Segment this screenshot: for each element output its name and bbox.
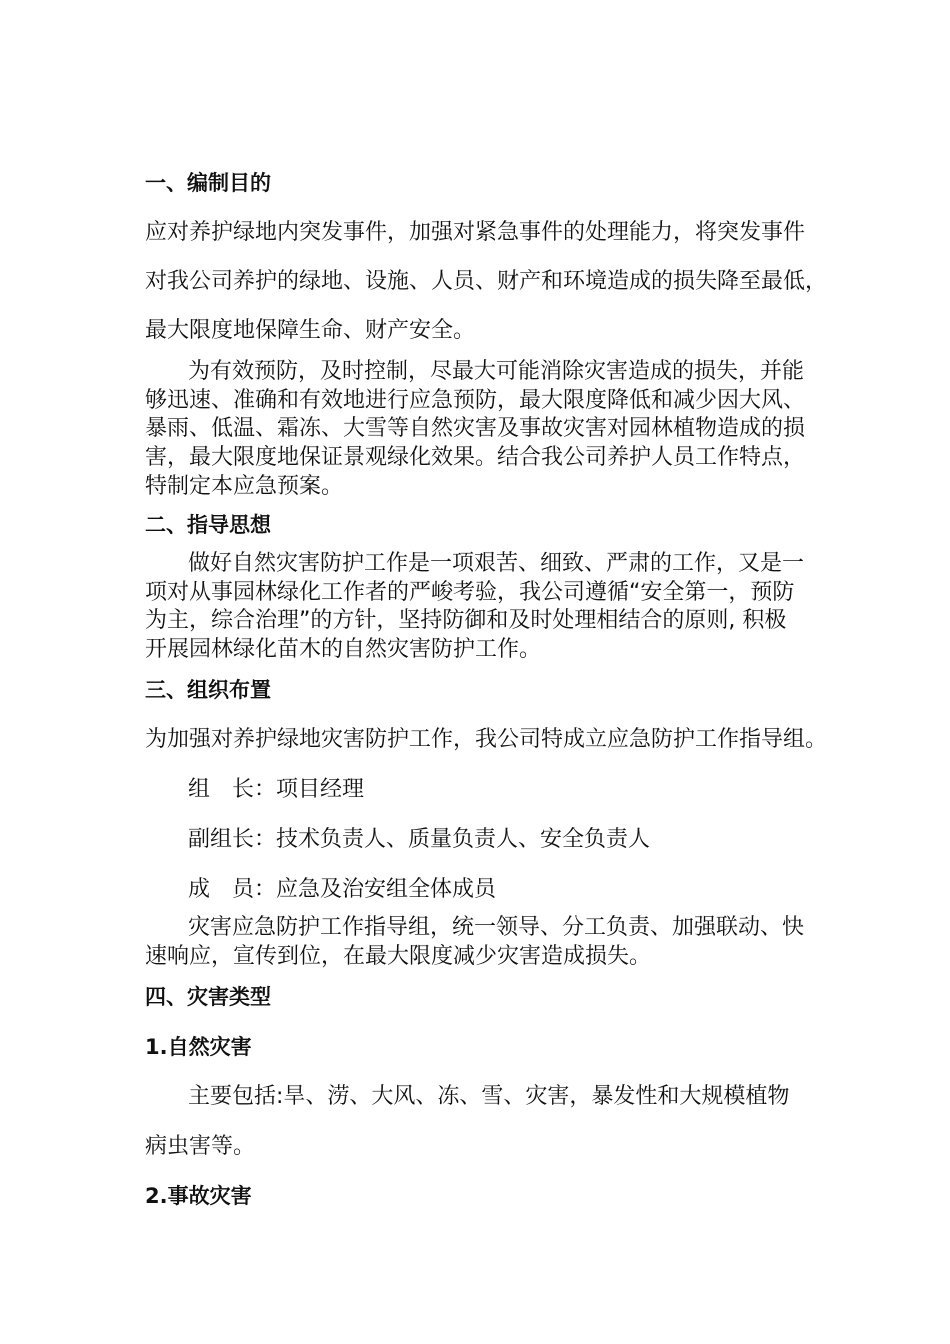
paragraph-line: 够迅速、准确和有效地进行应急预防，最大限度降低和减少因大风、	[145, 388, 806, 413]
subsection-heading-accident-disaster: 2.事故灾害	[145, 1184, 252, 1208]
paragraph-line: 开展园林绿化苗木的自然灾害防护工作。	[145, 637, 542, 662]
paragraph-line: 对我公司养护的绿地、设施、人员、财产和环境造成的损失降至最低，	[145, 269, 828, 294]
role-team-leader: 组 长：项目经理	[188, 777, 365, 802]
subsection-heading-natural-disaster: 1.自然灾害	[145, 1035, 252, 1059]
paragraph-line: 病虫害等。	[145, 1134, 256, 1159]
paragraph-line: 速响应，宣传到位，在最大限度减少灾害造成损失。	[145, 944, 652, 969]
paragraph-line: 暴雨、低温、霜冻、大雪等自然灾害及事故灾害对园林植物造成的损	[145, 416, 806, 441]
paragraph-line: 主要包括:旱、涝、大风、冻、雪、灾害，暴发性和大规模植物	[188, 1084, 790, 1109]
paragraph-line: 害，最大限度地保证景观绿化效果。结合我公司养护人员工作特点，	[145, 445, 806, 470]
section-heading-organization: 三、组织布置	[145, 678, 271, 702]
paragraph-line: 做好自然灾害防护工作是一项艰苦、细致、严肃的工作，又是一	[188, 551, 805, 576]
paragraph-line: 应对养护绿地内突发事件，加强对紧急事件的处理能力，将突发事件	[145, 220, 806, 245]
section-heading-purpose: 一、编制目的	[145, 171, 271, 195]
role-deputy-leader: 副组长：技术负责人、质量负责人、安全负责人	[188, 827, 651, 852]
section-heading-guiding-ideology: 二、指导思想	[145, 513, 271, 537]
paragraph-line: 灾害应急防护工作指导组，统一领导、分工负责、加强联动、快	[188, 915, 805, 940]
section-heading-disaster-types: 四、灾害类型	[145, 985, 271, 1009]
paragraph-line: 为有效预防，及时控制，尽最大可能消除灾害造成的损失，并能	[188, 359, 805, 384]
role-members: 成 员：应急及治安组全体成员	[188, 877, 497, 902]
paragraph-line: 为主，综合治理”的方针，坚持防御和及时处理相结合的原则, 积极	[145, 608, 787, 633]
paragraph-line: 最大限度地保障生命、财产安全。	[145, 318, 476, 343]
paragraph-line: 为加强对养护绿地灾害防护工作，我公司特成立应急防护工作指导组。	[145, 727, 828, 752]
paragraph-line: 项对从事园林绿化工作者的严峻考验，我公司遵循“安全第一，预防	[145, 580, 795, 605]
paragraph-line: 特制定本应急预案。	[145, 474, 344, 499]
